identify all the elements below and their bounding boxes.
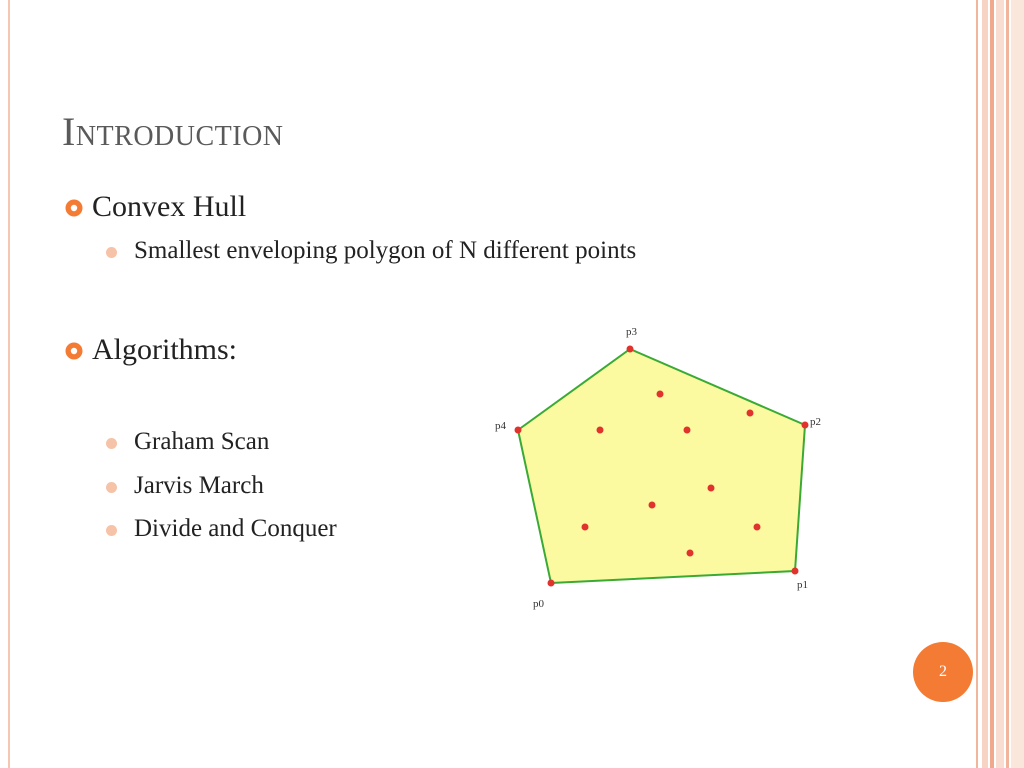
interior-point	[649, 502, 656, 509]
dot-bullet-icon	[106, 247, 117, 258]
hull-vertex-p4	[515, 427, 522, 434]
right-decor-stripe	[996, 0, 1004, 768]
right-decor-stripe	[1011, 0, 1024, 768]
hull-vertex-p3	[627, 346, 634, 353]
label-p2: p2	[810, 416, 821, 428]
section-heading-convex-hull: Convex Hull	[92, 190, 247, 223]
label-p1: p1	[797, 579, 808, 591]
convex-hull-diagram	[480, 315, 840, 620]
right-decor-stripe	[982, 0, 988, 768]
interior-point	[754, 524, 761, 531]
label-p4: p4	[495, 420, 506, 432]
bullet-text: Smallest enveloping polygon of N different points	[134, 237, 637, 264]
dot-bullet-icon	[106, 525, 117, 536]
interior-point	[687, 550, 694, 557]
slide-title: Introduction	[62, 109, 284, 154]
left-border-rule	[8, 0, 10, 768]
bullet-text-divide-and-conquer: Divide and Conquer	[134, 515, 337, 542]
interior-point	[582, 524, 589, 531]
hull-vertex-p2	[802, 422, 809, 429]
right-decor-stripe	[990, 0, 994, 768]
dot-bullet-icon	[106, 482, 117, 493]
right-decor-stripe	[976, 0, 978, 768]
interior-point	[657, 391, 664, 398]
ring-bullet-icon	[64, 341, 84, 361]
dot-bullet-icon	[106, 438, 117, 449]
label-p0: p0	[533, 598, 544, 610]
section-heading-algorithms: Algorithms:	[92, 333, 238, 366]
right-decor-stripe	[1006, 0, 1009, 768]
interior-point	[708, 485, 715, 492]
hull-vertex-p0	[548, 580, 555, 587]
bullet-text-graham-scan: Graham Scan	[134, 428, 270, 455]
hull-polygon	[518, 349, 805, 583]
hull-vertex-p1	[792, 568, 799, 575]
bullet-text-jarvis-march: Jarvis March	[134, 472, 264, 499]
page-number-badge: 2	[913, 642, 973, 702]
interior-point	[747, 410, 754, 417]
ring-bullet-icon	[64, 198, 84, 218]
convex-hull-figure	[480, 315, 840, 620]
interior-point	[684, 427, 691, 434]
interior-point	[597, 427, 604, 434]
label-p3: p3	[626, 326, 637, 338]
